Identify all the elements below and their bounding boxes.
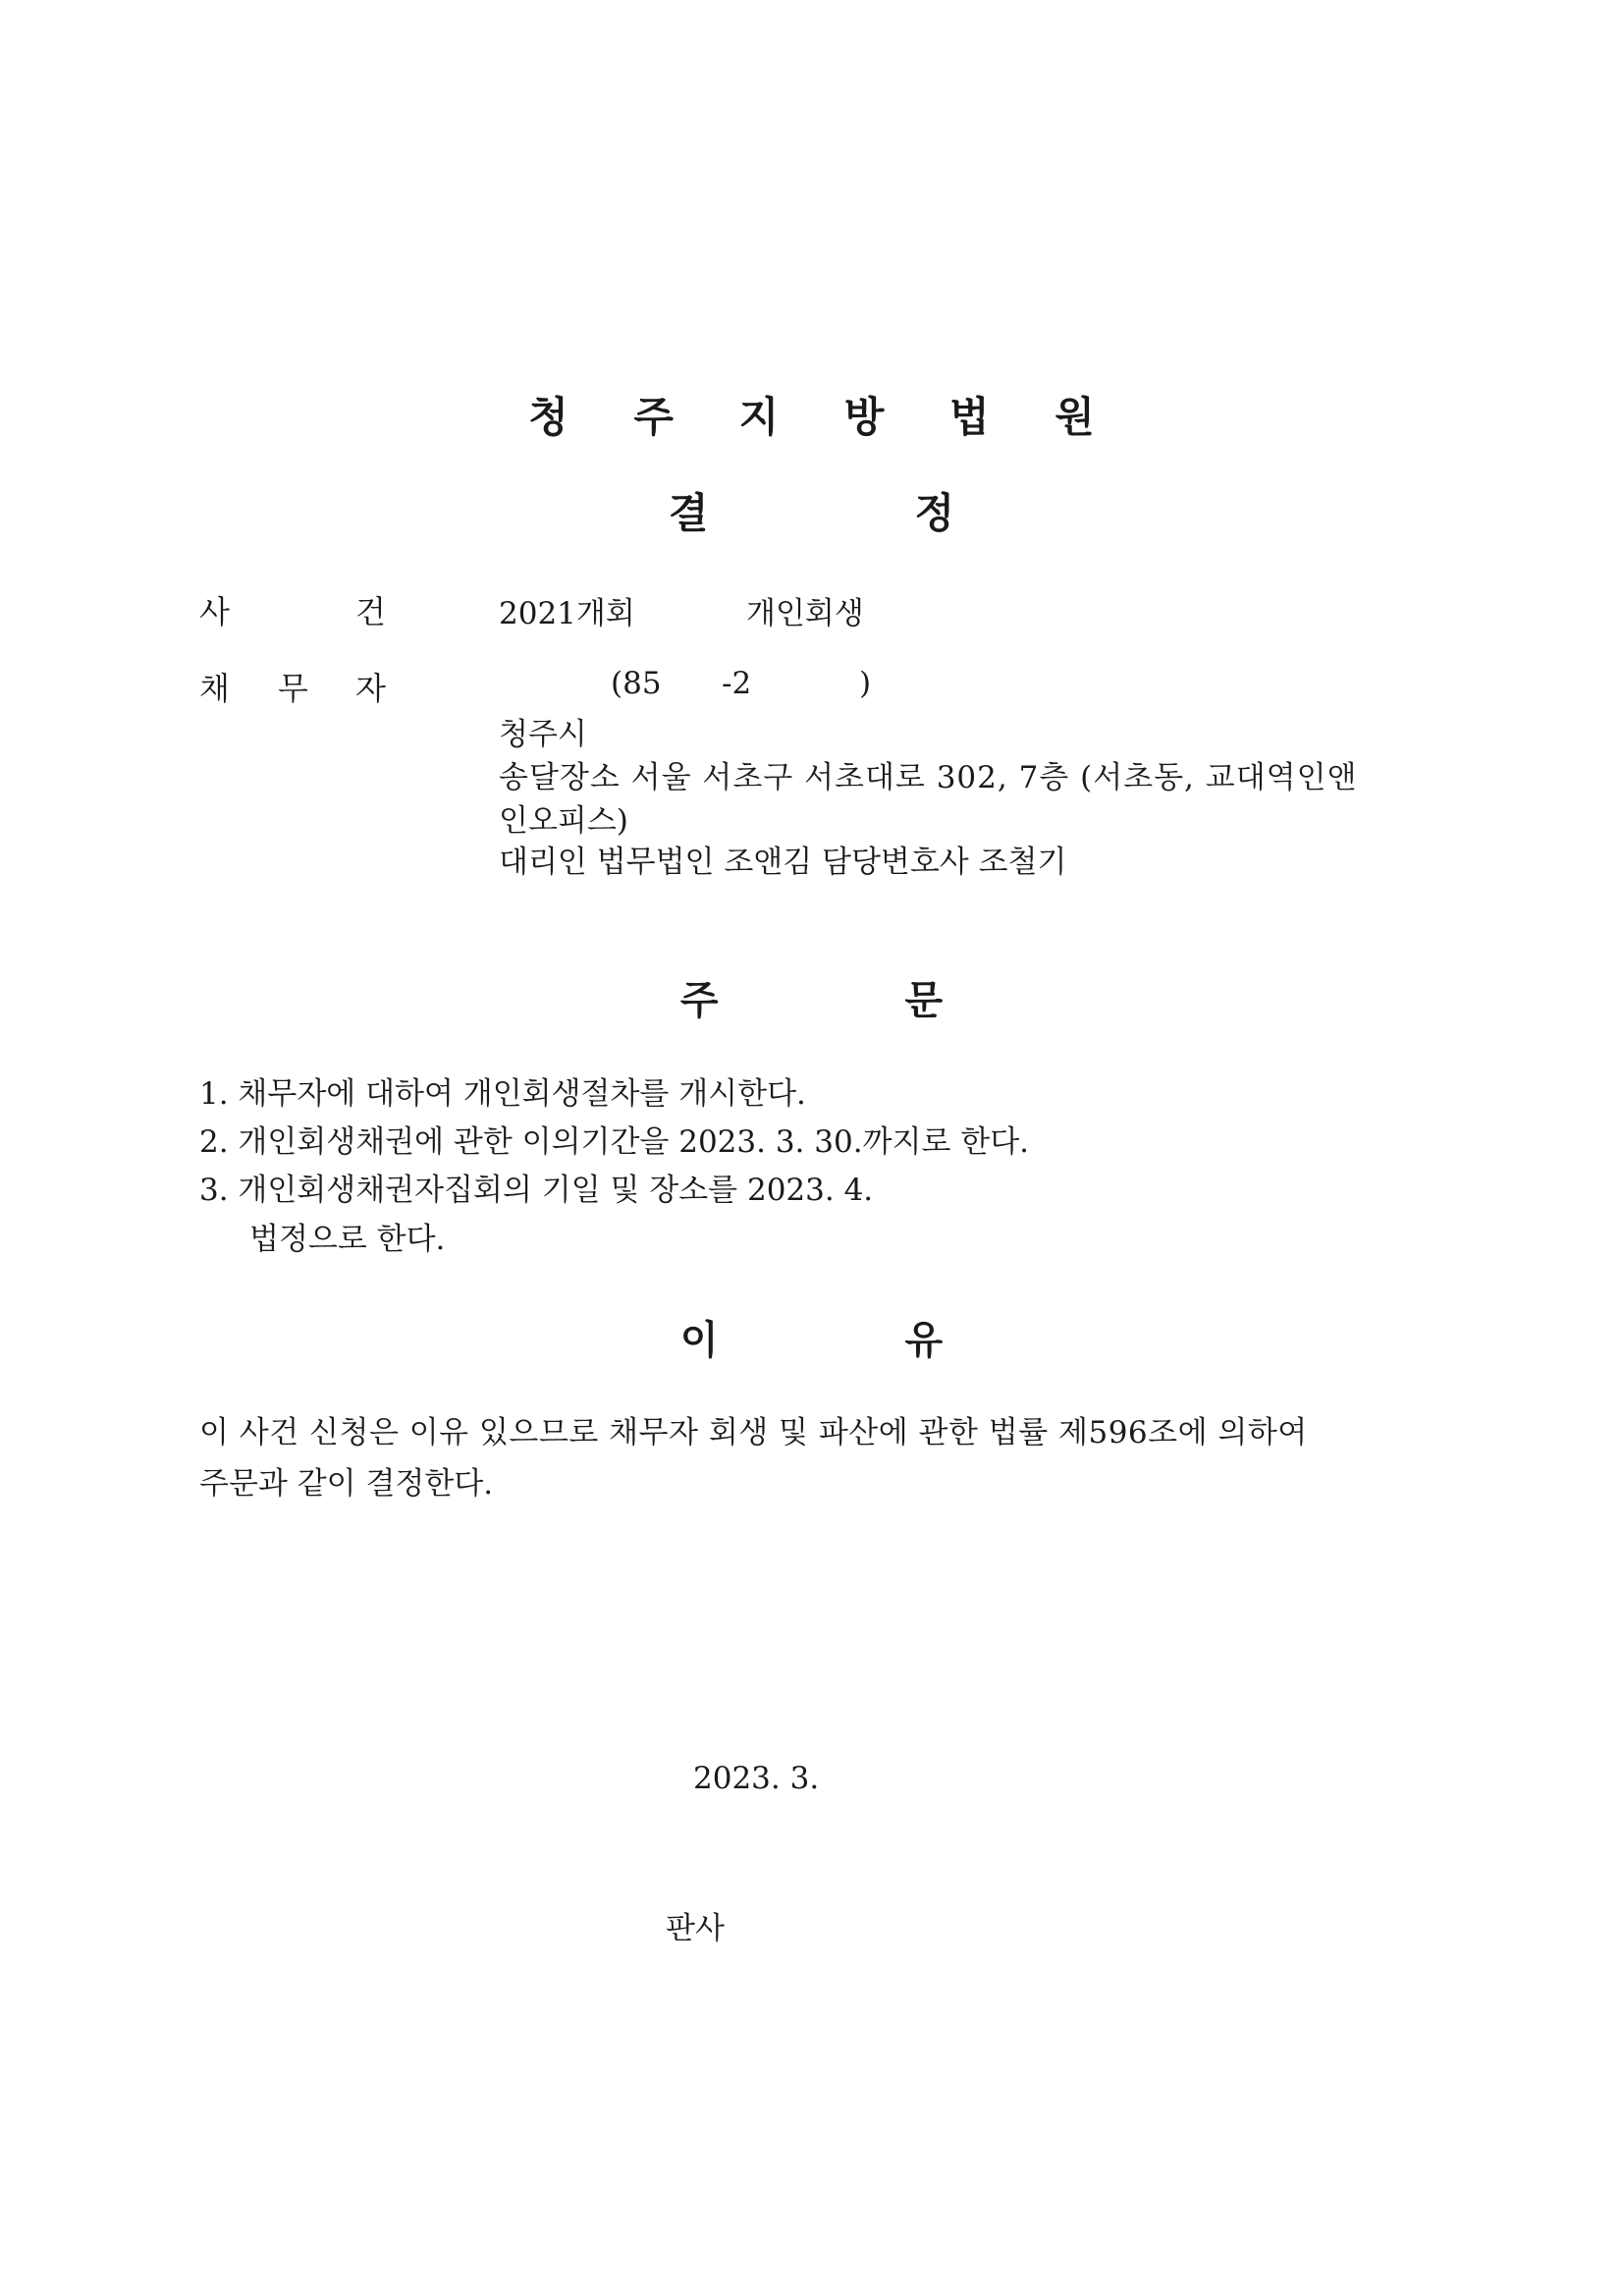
- order-heading-left: 주: [679, 978, 719, 1023]
- order-item-3: 3. 개인회생채권자집회의 기일 및 장소를 2023. 4.: [199, 1173, 874, 1208]
- document-title-right: 정: [914, 489, 955, 537]
- case-label-2: 건: [355, 593, 386, 630]
- debtor-agent: 대리인 법무법인 조앤김 담당변호사 조철기: [499, 845, 1067, 880]
- case-number: 2021개회: [499, 596, 635, 631]
- case-type: 개인회생: [746, 596, 864, 631]
- document-title: [0, 481, 1623, 540]
- debtor-address: 청주시: [499, 717, 587, 752]
- decision-date: 2023. 3.: [693, 1761, 820, 1796]
- debtor-label-1: 채: [199, 670, 230, 707]
- order-item-2: 2. 개인회생채권에 관한 이의기간을 2023. 3. 30.까지로 한다.: [199, 1124, 1030, 1160]
- reason-heading-right: 유: [904, 1318, 944, 1363]
- debtor-label-2: 무: [278, 670, 308, 707]
- debtor-service-line2: 인오피스): [499, 803, 628, 839]
- court-name: 청 주 지 방 법 원: [528, 393, 1120, 441]
- debtor-id-close: ): [859, 666, 872, 701]
- reason-line-1: 이 사건 신청은 이유 있으므로 채무자 회생 및 파산에 관한 법률 제596조에 의하여: [199, 1415, 1308, 1450]
- order-item-3-cont: 법정으로 한다.: [249, 1222, 446, 1257]
- debtor-service-line1: 송달장소 서울 서초구 서초대로 302, 7층 (서초동, 교대역인앤: [499, 760, 1358, 795]
- order-item-1: 1. 채무자에 대하여 개인회생절차를 개시한다.: [199, 1076, 806, 1112]
- debtor-id-mid: -2: [722, 666, 752, 701]
- debtor-label-3: 자: [355, 670, 386, 707]
- debtor-id-open: (85: [611, 666, 662, 701]
- reason-line-2: 주문과 같이 결정한다.: [199, 1466, 494, 1502]
- reason-heading: [0, 1309, 1623, 1365]
- case-label-1: 사: [199, 593, 230, 630]
- document-title-left: 결: [668, 489, 709, 537]
- order-heading: [0, 969, 1623, 1025]
- reason-heading-left: 이: [679, 1318, 719, 1363]
- order-heading-right: 문: [904, 978, 944, 1023]
- judge-label: 판사: [666, 1911, 725, 1946]
